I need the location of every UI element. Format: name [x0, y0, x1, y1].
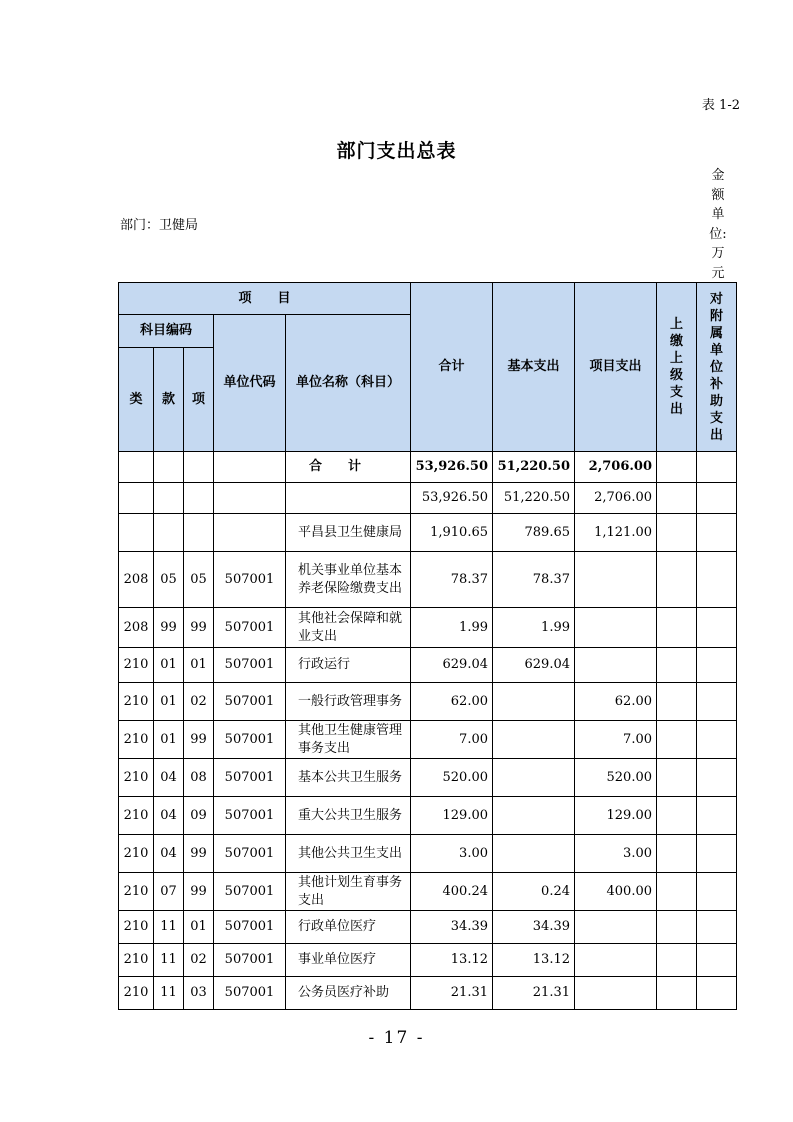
cell-basic: 789.65 — [493, 514, 575, 552]
cell-empty — [657, 648, 697, 683]
char: 补 — [709, 376, 723, 392]
cell-name: 其他计划生育事务支出 — [286, 873, 411, 911]
cell-empty — [697, 514, 737, 552]
cell-lei — [119, 514, 154, 552]
cell-empty — [697, 911, 737, 944]
cell-name: 公务员医疗补助 — [286, 977, 411, 1010]
cell-xiang: 99 — [184, 835, 214, 873]
cell-empty — [657, 483, 697, 514]
cell-project: 129.00 — [575, 797, 657, 835]
cell-basic: 13.12 — [493, 944, 575, 977]
cell-name: 其他社会保障和就业支出 — [286, 608, 411, 648]
table-row — [119, 797, 737, 835]
cell-empty — [657, 873, 697, 911]
cell-empty — [697, 835, 737, 873]
cell-empty — [657, 608, 697, 648]
table-row — [119, 944, 737, 977]
cell-code: 507001 — [214, 797, 286, 835]
cell-kuan: 04 — [154, 759, 184, 797]
cell-lei: 210 — [119, 977, 154, 1010]
total-row — [119, 452, 737, 483]
cell-xiang — [184, 514, 214, 552]
char: 出 — [709, 427, 723, 443]
cell-xiang: 02 — [184, 944, 214, 977]
cell-kuan: 01 — [154, 648, 184, 683]
table-row — [119, 835, 737, 873]
cell-lei: 210 — [119, 835, 154, 873]
cell-empty — [657, 835, 697, 873]
char: 支 — [669, 385, 683, 400]
cell-total: 34.39 — [411, 911, 493, 944]
cell-name: 事业单位医疗 — [286, 944, 411, 977]
cell-name: 一般行政管理事务 — [286, 683, 411, 721]
header-subject-code: 科目编码 — [119, 315, 214, 348]
cell-project: 520.00 — [575, 759, 657, 797]
cell-code: 507001 — [214, 977, 286, 1010]
cell-lei: 210 — [119, 873, 154, 911]
cell-project: 7.00 — [575, 721, 657, 759]
cell-code: 507001 — [214, 944, 286, 977]
page-number: - 17 - — [368, 1028, 425, 1048]
cell-lei: 210 — [119, 683, 154, 721]
cell-xiang: 99 — [184, 873, 214, 911]
cell-code: 507001 — [214, 835, 286, 873]
total-label: 合计 — [286, 452, 411, 483]
cell-total: 629.04 — [411, 648, 493, 683]
char: 金 — [711, 168, 725, 183]
cell-total: 21.31 — [411, 977, 493, 1010]
cell-empty — [697, 608, 737, 648]
cell-empty — [657, 683, 697, 721]
cell-basic: 78.37 — [493, 552, 575, 608]
cell-name: 行政单位医疗 — [286, 911, 411, 944]
cell-lei: 208 — [119, 608, 154, 648]
header-kuan: 款 — [154, 348, 184, 452]
cell-name: 其他公共卫生支出 — [286, 835, 411, 873]
cell-project — [575, 608, 657, 648]
cell-xiang: 09 — [184, 797, 214, 835]
cell-empty — [697, 483, 737, 514]
cell-xiang: 01 — [184, 911, 214, 944]
cell-basic — [493, 683, 575, 721]
cell-project: 2,706.00 — [575, 483, 657, 514]
cell-kuan: 11 — [154, 911, 184, 944]
char: 位: — [709, 226, 727, 242]
cell-name: 行政运行 — [286, 648, 411, 683]
table-row — [119, 721, 737, 759]
cell-xiang: 08 — [184, 759, 214, 797]
char: 出 — [669, 402, 683, 417]
department-label: 部门：卫健局 — [120, 218, 199, 233]
cell-code: 507001 — [214, 608, 286, 648]
total-value: 53,926.50 — [411, 452, 493, 483]
cell-project — [575, 977, 657, 1010]
cell-total: 3.00 — [411, 835, 493, 873]
cell-lei: 210 — [119, 797, 154, 835]
char: 助 — [709, 393, 723, 409]
char: 级 — [669, 368, 683, 383]
cell-xiang: 99 — [184, 721, 214, 759]
char: 位 — [709, 359, 723, 375]
cell-project — [575, 552, 657, 608]
cell-name: 机关事业单位基本养老保险缴费支出 — [286, 552, 411, 608]
cell-project: 62.00 — [575, 683, 657, 721]
total-basic: 51,220.50 — [493, 452, 575, 483]
cell-empty — [657, 797, 697, 835]
cell-code: 507001 — [214, 648, 286, 683]
header-total: 合计 — [411, 283, 493, 452]
cell-kuan: 05 — [154, 552, 184, 608]
total-project: 2,706.00 — [575, 452, 657, 483]
cell-code: 507001 — [214, 911, 286, 944]
char: 支 — [709, 410, 723, 426]
cell-code — [214, 483, 286, 514]
cell-lei: 210 — [119, 648, 154, 683]
cell-lei: 208 — [119, 552, 154, 608]
cell-code: 507001 — [214, 552, 286, 608]
cell-total: 7.00 — [411, 721, 493, 759]
cell-total: 13.12 — [411, 944, 493, 977]
char: 元 — [711, 265, 725, 281]
page-title: 部门支出总表 — [336, 140, 457, 162]
cell-empty — [657, 977, 697, 1010]
cell-xiang: 99 — [184, 608, 214, 648]
table-row — [119, 608, 737, 648]
cell-code: 507001 — [214, 683, 286, 721]
cell-name: 重大公共卫生服务 — [286, 797, 411, 835]
char: 上 — [669, 351, 683, 366]
cell-total: 400.24 — [411, 873, 493, 911]
table-row — [119, 552, 737, 608]
cell-kuan: 11 — [154, 944, 184, 977]
table-row — [119, 977, 737, 1010]
cell-basic — [493, 797, 575, 835]
cell-lei: 210 — [119, 944, 154, 977]
cell-basic: 21.31 — [493, 977, 575, 1010]
cell-kuan: 99 — [154, 608, 184, 648]
expenditure-table — [118, 282, 737, 1010]
table-row — [119, 648, 737, 683]
table-row — [119, 759, 737, 797]
cell-lei: 210 — [119, 721, 154, 759]
cell-basic: 1.99 — [493, 608, 575, 648]
header-unit-name: 单位名称（科目） — [286, 315, 411, 452]
table-row — [119, 873, 737, 911]
char: 属 — [709, 325, 723, 341]
cell-kuan: 11 — [154, 977, 184, 1010]
cell-empty — [697, 977, 737, 1010]
char: 附 — [709, 308, 723, 324]
cell-empty — [697, 552, 737, 608]
cell-total: 129.00 — [411, 797, 493, 835]
cell-name: 平昌县卫生健康局 — [286, 514, 411, 552]
cell-empty — [657, 759, 697, 797]
cell-empty — [697, 759, 737, 797]
header-project: 项目支出 — [575, 283, 657, 452]
cell-basic — [493, 759, 575, 797]
char: 对 — [709, 291, 723, 307]
cell-project — [575, 648, 657, 683]
header-subsidy — [697, 283, 737, 452]
cell-code: 507001 — [214, 873, 286, 911]
cell-name — [286, 483, 411, 514]
cell-total: 78.37 — [411, 552, 493, 608]
cell-empty — [657, 552, 697, 608]
cell-total: 53,926.50 — [411, 483, 493, 514]
cell-basic: 0.24 — [493, 873, 575, 911]
cell-project — [575, 911, 657, 944]
cell-name: 基本公共卫生服务 — [286, 759, 411, 797]
cell-basic: 34.39 — [493, 911, 575, 944]
cell-empty — [697, 683, 737, 721]
cell-empty — [697, 873, 737, 911]
cell-project: 3.00 — [575, 835, 657, 873]
cell-kuan: 01 — [154, 683, 184, 721]
cell-total: 1.99 — [411, 608, 493, 648]
cell-empty — [697, 721, 737, 759]
cell-empty — [657, 514, 697, 552]
table-row — [119, 911, 737, 944]
cell-xiang: 05 — [184, 552, 214, 608]
cell-xiang: 03 — [184, 977, 214, 1010]
cell-kuan — [154, 514, 184, 552]
cell-name: 其他卫生健康管理事务支出 — [286, 721, 411, 759]
cell-project: 400.00 — [575, 873, 657, 911]
header-upper-payment — [657, 283, 697, 452]
cell-project — [575, 944, 657, 977]
cell-code: 507001 — [214, 721, 286, 759]
cell-basic — [493, 835, 575, 873]
cell-empty — [657, 721, 697, 759]
cell-lei: 210 — [119, 911, 154, 944]
amount-unit — [706, 166, 730, 283]
cell-lei: 210 — [119, 759, 154, 797]
cell-total: 1,910.65 — [411, 514, 493, 552]
cell-empty — [697, 648, 737, 683]
cell-empty — [697, 797, 737, 835]
char: 额 — [711, 187, 725, 203]
header-lei: 类 — [119, 348, 154, 452]
cell-xiang: 02 — [184, 683, 214, 721]
cell-basic — [493, 721, 575, 759]
cell-xiang: 01 — [184, 648, 214, 683]
char: 上 — [669, 317, 683, 332]
char: 单 — [709, 342, 723, 358]
header-unit-code: 单位代码 — [214, 315, 286, 452]
char: 缴 — [669, 334, 683, 349]
cell-basic: 629.04 — [493, 648, 575, 683]
cell-total: 62.00 — [411, 683, 493, 721]
header-basic: 基本支出 — [493, 283, 575, 452]
header-xiang: 项 — [184, 348, 214, 452]
header-item: 项 目 — [119, 283, 411, 315]
table-row — [119, 483, 737, 514]
char: 单 — [711, 207, 725, 222]
cell-basic: 51,220.50 — [493, 483, 575, 514]
cell-lei — [119, 483, 154, 514]
cell-kuan: 01 — [154, 721, 184, 759]
cell-xiang — [184, 483, 214, 514]
cell-total: 520.00 — [411, 759, 493, 797]
cell-empty — [697, 944, 737, 977]
cell-code — [214, 514, 286, 552]
cell-empty — [657, 911, 697, 944]
table-row — [119, 514, 737, 552]
cell-kuan: 04 — [154, 797, 184, 835]
cell-project: 1,121.00 — [575, 514, 657, 552]
cell-code: 507001 — [214, 759, 286, 797]
cell-kuan: 04 — [154, 835, 184, 873]
cell-empty — [657, 944, 697, 977]
cell-kuan: 07 — [154, 873, 184, 911]
table-number: 表 1-2 — [701, 98, 740, 113]
char: 万 — [711, 246, 725, 261]
cell-kuan — [154, 483, 184, 514]
table-row — [119, 683, 737, 721]
